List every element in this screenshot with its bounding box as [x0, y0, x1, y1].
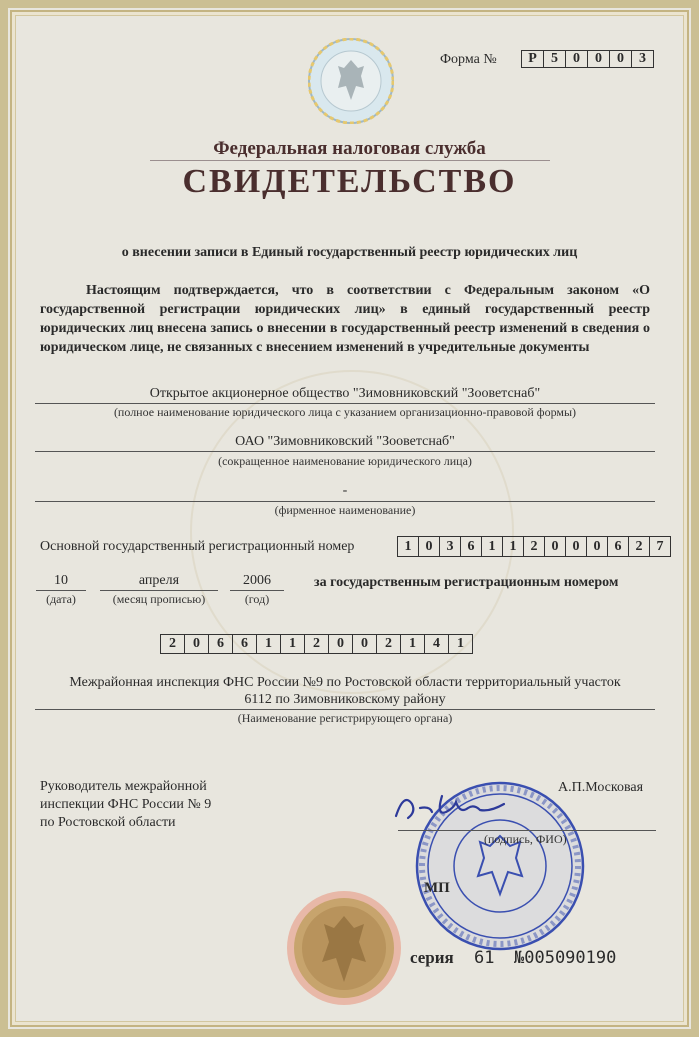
- date-year-caption: (год): [244, 592, 270, 606]
- signer-title-line2: инспекции ФНС России № 9: [40, 797, 212, 812]
- form-digit: 3: [639, 51, 646, 66]
- gold-seal-icon: [286, 890, 402, 1006]
- form-digit: 0: [566, 51, 588, 67]
- date-year: 2006: [243, 573, 271, 588]
- short-name-caption: (сокращенное наименование юридического лица): [218, 454, 472, 468]
- document-subtitle: о внесении записи в Единый государственный реестр юридических лиц: [121, 245, 578, 260]
- full-name-caption: (полное наименование юридического лица с указанием организационно-правовой формы): [113, 405, 577, 419]
- series-label: серия: [410, 948, 454, 967]
- grn-digit: 0: [185, 635, 209, 653]
- ogrn-digit: 0: [587, 537, 608, 556]
- signature-line: [398, 830, 656, 831]
- date-month: апреля: [138, 573, 180, 588]
- agency-name: Федеральная налоговая служба: [213, 138, 486, 159]
- series-number: №005090190: [514, 948, 617, 968]
- form-digit: Р: [522, 51, 544, 67]
- ogrn-digit: 1: [398, 537, 419, 556]
- authority-caption: (Наименование регистрирующего органа): [237, 711, 453, 725]
- full-name-line: [35, 403, 655, 404]
- series-value: 61: [474, 948, 495, 968]
- grn-digit: 6: [233, 635, 257, 653]
- ogrn-label: Основной государственный регистрационный номер: [40, 539, 355, 554]
- brand-name-line: [35, 501, 655, 502]
- authority-line: [35, 709, 655, 710]
- signer-name: А.П.Московая: [558, 780, 644, 795]
- form-number-box: [521, 50, 654, 68]
- ogrn-digit: 1: [503, 537, 524, 556]
- grn-digit: 0: [353, 635, 377, 653]
- signer-title-line3: по Ростовской области: [40, 815, 176, 830]
- document-title: СВИДЕТЕЛЬСТВО: [182, 163, 517, 200]
- grn-digit: 2: [377, 635, 401, 653]
- date-year-line: [230, 590, 284, 591]
- signature-caption: (подпись, ФИО): [484, 832, 567, 846]
- form-digit: 5: [544, 51, 566, 67]
- signer-title-line1: Руководитель межрайонной: [40, 779, 207, 794]
- agency-underline: [150, 160, 550, 161]
- brand-name-caption: (фирменное наименование): [274, 503, 416, 517]
- signature-icon: [390, 782, 520, 832]
- grn-digit: 6: [209, 635, 233, 653]
- grn-digit: 1: [457, 636, 464, 651]
- authority-line1: Межрайонная инспекция ФНС России №9 по Ростовской области территориальный участок: [69, 675, 621, 690]
- ogrn-digit: 2: [524, 537, 545, 556]
- ogrn-digit: 1: [482, 537, 503, 556]
- short-name-line: [35, 451, 655, 452]
- full-name-value: Открытое акционерное общество "Зимовниковский "Зооветснаб": [149, 386, 541, 401]
- ogrn-digit: 0: [566, 537, 587, 556]
- confirmation-text: Настоящим подтверждается, что в соответствии с Федеральным законом «О государственной регистрации юридических лиц» в единый государственный реестр юридических лиц внесена запись о внесении в государственный реестр изменений в сведения о юридическом лице, не связанных с внесением изменений в учредительные документы: [40, 283, 650, 355]
- grn-digit: 0: [329, 635, 353, 653]
- ogrn-digit: 0: [545, 537, 566, 556]
- date-month-line: [100, 590, 218, 591]
- grn-number-box: [160, 634, 473, 654]
- hologram-emblem-icon: [308, 38, 394, 124]
- date-month-caption: (месяц прописью): [112, 592, 206, 606]
- authority-line2: 6112 по Зимовниковскому району: [244, 692, 446, 707]
- ogrn-digit: 0: [419, 537, 440, 556]
- grn-digit: 2: [305, 635, 329, 653]
- grn-digit: 1: [257, 635, 281, 653]
- ogrn-number-box: [397, 536, 671, 557]
- date-day-caption: (дата): [46, 592, 76, 606]
- brand-name-value: -: [342, 483, 348, 498]
- mp-label: МП: [424, 880, 450, 896]
- ogrn-digit: 6: [461, 537, 482, 556]
- short-name-value: ОАО "Зимовниковский "Зооветснаб": [235, 434, 455, 449]
- form-digit: 0: [588, 51, 610, 67]
- grn-digit: 2: [161, 635, 185, 653]
- ogrn-digit: 7: [656, 539, 664, 554]
- grn-digit: 4: [425, 635, 449, 653]
- reg-number-label: за государственным регистрационным номером: [314, 575, 619, 590]
- date-day-line: [36, 590, 86, 591]
- ogrn-digit: 3: [440, 537, 461, 556]
- form-label: Форма №: [440, 52, 497, 67]
- form-digit: 0: [610, 51, 632, 67]
- signer-title: [40, 778, 211, 832]
- date-day: 10: [54, 573, 68, 588]
- grn-digit: 1: [281, 635, 305, 653]
- ogrn-digit: 6: [608, 537, 629, 556]
- grn-digit: 1: [401, 635, 425, 653]
- ogrn-digit: 2: [629, 537, 650, 556]
